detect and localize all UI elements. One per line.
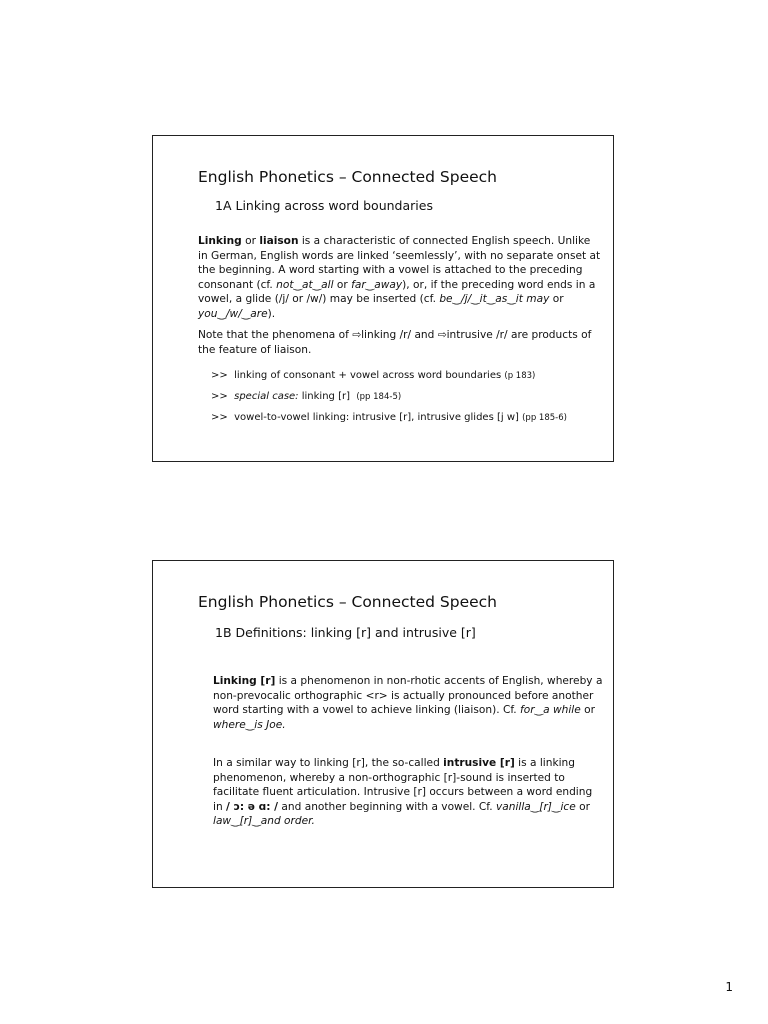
note-paragraph: Note that the phenomena of ⇨linking /r/ and ⇨intrusive /r/ are products of the feature of liaison. bbox=[198, 329, 592, 356]
slide-1A bbox=[152, 135, 614, 462]
vowel-set: / ɔ: ə ɑ: / bbox=[226, 800, 279, 813]
example-law-and-order: law‿[r]‿and order. bbox=[213, 815, 315, 827]
page-ref: (p 183) bbox=[504, 371, 536, 381]
text: is a linking phenomenon, whereby a non-orthographic [r]-sound is inserted to facilitate fluent articulation. Intrusive [r] occurs between a word ending in bbox=[213, 757, 593, 813]
text: is a characteristic of connected English speech. Unlike in German, English words are linked ‘seemlessly’, with no separate onset at the beginning. A word starting with a vowel is attached to the preceding consonant (cf. bbox=[198, 235, 601, 291]
bullet-text: vowel-to-vowel linking: intrusive [r], intrusive glides [j w] bbox=[234, 412, 519, 423]
text: ), or, if the preceding word ends in a vowel, a glide (/j/ or /w/) may be inserted (cf. bbox=[198, 278, 596, 305]
bullet-arrow: >> bbox=[211, 370, 228, 381]
term-liaison: liaison bbox=[259, 235, 299, 247]
slide-title: English Phonetics – Connected Speech bbox=[198, 593, 497, 611]
text: In a similar way to linking [r], the so-called bbox=[213, 757, 444, 769]
example-you-are: you‿/w/‿are bbox=[198, 307, 268, 320]
text: and another beginning with a vowel. Cf. bbox=[278, 800, 496, 813]
linking-r-paragraph bbox=[213, 674, 605, 732]
bullet-item bbox=[211, 370, 567, 391]
text: or bbox=[333, 278, 352, 291]
example-not-at-all: not‿at‿all bbox=[276, 278, 334, 291]
example-for-a-while: for‿a while bbox=[520, 704, 581, 716]
text: or bbox=[241, 235, 260, 247]
text: is a phenomenon in non-rhotic accents of English, whereby a non-prevocalic orthographic <r> is actually pronounced before another word starting with a vowel to achieve linking (liaison). Cf. bbox=[213, 675, 603, 716]
term-intrusive-r: intrusive [r] bbox=[443, 757, 515, 769]
example-vanilla-ice: vanilla‿[r]‿ice bbox=[496, 800, 576, 813]
page-ref: (pp 185-6) bbox=[522, 413, 567, 423]
text: or bbox=[580, 704, 595, 716]
liaison-paragraph bbox=[198, 234, 603, 321]
bullet-italic: special case: bbox=[234, 391, 299, 402]
slide-subtitle: 1B Definitions: linking [r] and intrusive [r] bbox=[215, 625, 476, 640]
text: or bbox=[549, 293, 564, 305]
page-ref: (pp 184-5) bbox=[356, 392, 402, 402]
text: or bbox=[575, 800, 590, 813]
example-where-is-joe: where‿is Joe. bbox=[213, 718, 286, 731]
intrusive-r-paragraph bbox=[213, 756, 605, 829]
bullet-arrow: >> bbox=[211, 412, 228, 423]
text: ). bbox=[267, 307, 276, 320]
bullet-text: linking of consonant + vowel across word boundaries bbox=[234, 370, 502, 381]
page-number: 1 bbox=[725, 980, 733, 994]
bullet-text: linking [r] bbox=[298, 391, 350, 402]
slide-subtitle: 1A Linking across word boundaries bbox=[215, 198, 433, 213]
term-linking-r: Linking [r] bbox=[213, 675, 276, 687]
slide-title: English Phonetics – Connected Speech bbox=[198, 168, 497, 186]
example-be-it: be‿/j/‿it‿as‿it may bbox=[439, 293, 550, 305]
bullet-list bbox=[211, 370, 567, 433]
term-linking: Linking bbox=[198, 235, 242, 247]
bullet-arrow: >> bbox=[211, 391, 228, 402]
slide-1B bbox=[152, 560, 614, 888]
bullet-item bbox=[211, 412, 567, 433]
example-far-away: far‿away bbox=[351, 278, 403, 291]
bullet-item bbox=[211, 391, 567, 412]
